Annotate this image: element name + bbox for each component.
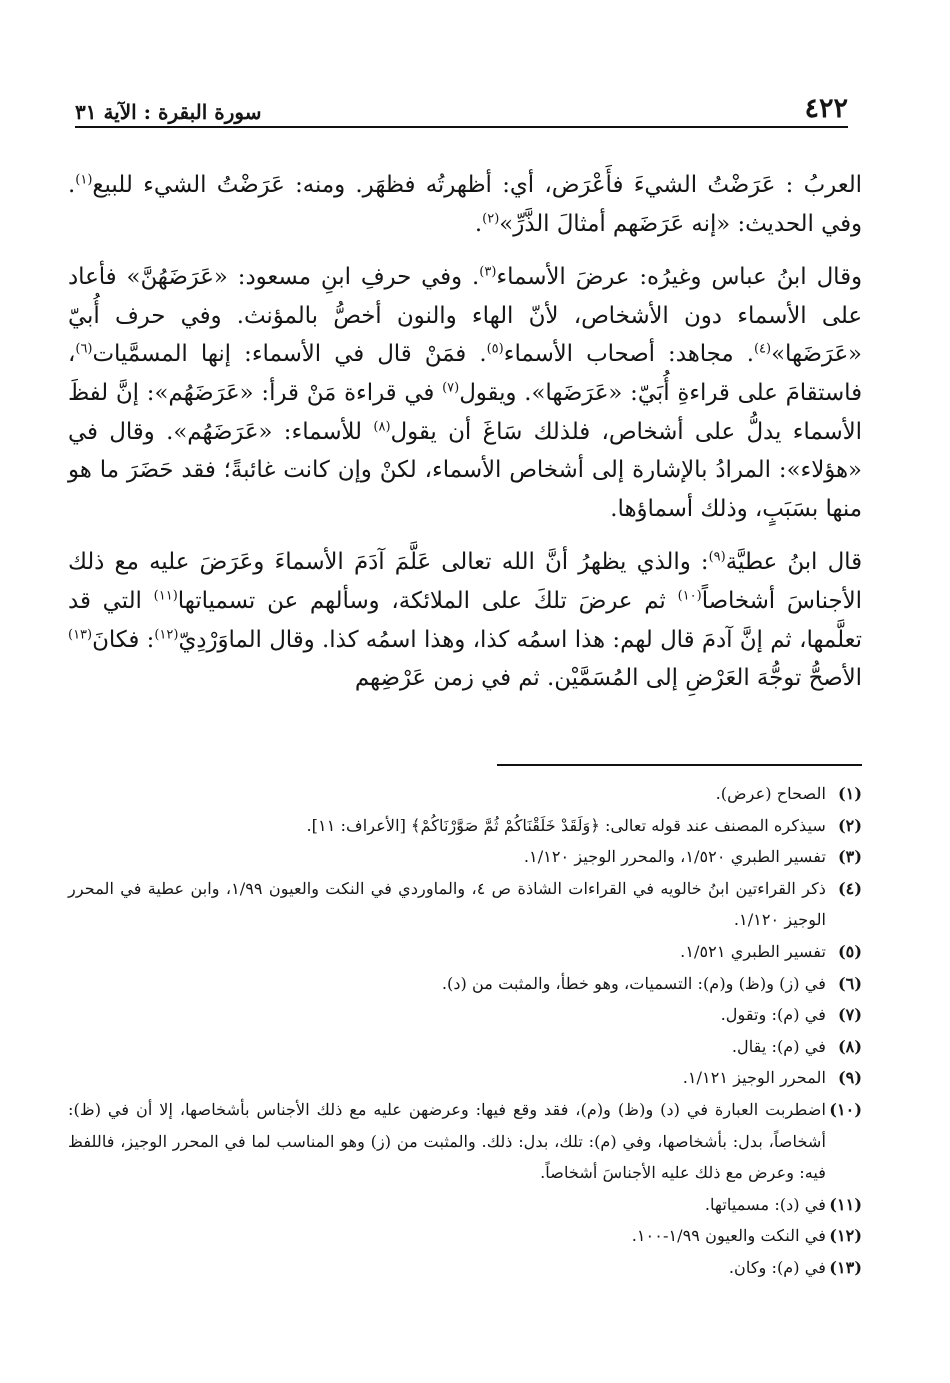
footnote-number: (١٣) — [829, 1257, 862, 1277]
footnote-text: في (م): يقال. — [731, 1036, 826, 1056]
footnote-reference: (٧) — [442, 380, 460, 396]
text-run: . فمَنْ قال في الأسماء: إنها المسمَّيات — [92, 341, 487, 368]
footnote-reference: (١٠) — [677, 588, 702, 604]
footnote — [68, 968, 862, 1000]
footnote-reference: (٥) — [486, 341, 504, 357]
footnote — [68, 1220, 862, 1252]
footnote — [68, 778, 862, 810]
footnote — [68, 1094, 862, 1189]
footnote-text: تفسير الطبري ١/٥٢١. — [680, 941, 826, 961]
text-run: للأسماء: «عَرَضَهُم». وقال في «هؤلاء»: المرادُ بالإشارة إلى أشخاص الأسماء، لكنْ وإن كانت غائبةً؛ فقد حَضَرَ ما هو منها بسَبَبٍ، وذلك أسماؤها. — [68, 418, 862, 522]
footnote-text: في (ز) و(ظ) و(م): التسميات، وهو خطأ، والمثبت من (د). — [441, 973, 826, 993]
footnote-text: في (د): مسمياتها. — [704, 1194, 826, 1214]
footnote-text: الصحاح (عرض). — [715, 784, 826, 803]
footnote-text: في النكت والعيون ١/٩٩-١٠٠. — [631, 1226, 826, 1246]
footnote-reference: (٦) — [75, 341, 93, 357]
footnote — [68, 1189, 862, 1221]
footnote — [68, 999, 862, 1031]
text-run: ثم عرضَ تلكَ على الملائكة، وسألهم عن تسمياتها — [177, 587, 678, 614]
footnote-text: في (م): وكان. — [728, 1257, 826, 1277]
footnote-reference: (٤) — [753, 341, 772, 357]
text-run: . مجاهد: أصحاب الأسماء — [503, 341, 754, 368]
page-header — [75, 84, 848, 128]
footnote-text: في (م): وتقول. — [720, 1005, 826, 1025]
text-run: . وفي حرفِ ابنِ مسعود: «عَرَضَهُنَّ» فأعاد على الأسماء دون الأشخاص، لأنّ الهاء والنون أخصُّ بالمؤنث. وفي حرف أُبيّ «عَرَضَها» — [68, 264, 862, 368]
footnote-number: (١) — [837, 784, 862, 803]
footnote — [68, 1252, 862, 1284]
footnote — [68, 841, 862, 873]
footnote-number: (١١) — [829, 1194, 862, 1214]
text-run: الأصحُّ توجُّهَ العَرْضِ إلى المُسَمَّيْن. ثم في زمن عَرْضِهم — [354, 665, 862, 692]
text-run: . وفي الحديث: «إنه عَرَضَهم أمثالَ الذَّرِّ» — [68, 172, 862, 237]
footnotes — [68, 778, 862, 1284]
footnote-reference: (٢) — [482, 211, 500, 226]
footnote-text: تفسير الطبري ١/٥٢٠، والمحرر الوجيز ١/١٢٠. — [523, 847, 826, 867]
text-run: ، فاستقامَ على قراءةِ أُبَيّ: «عَرَضَها». ويقول — [68, 341, 862, 406]
footnote — [68, 810, 862, 842]
footnote-number: (٢) — [837, 815, 862, 835]
footnote-reference: (١١) — [153, 588, 178, 604]
text-run: . — [474, 210, 483, 237]
footnote-reference: (١٢) — [154, 626, 179, 642]
footnote-number: (٩) — [837, 1068, 862, 1088]
text-run: وقال ابنُ عباس وغيرُه: عرضَ الأسماء — [496, 264, 862, 291]
text-run: : والذي يظهرُ أنَّ الله تعالى عَلَّمَ آدَمَ الأسماءَ وعَرَضَ عليه مع ذلك الأجناسَ أشخاصاً — [68, 549, 862, 614]
footnote-number: (٦) — [837, 973, 862, 993]
footnote-number: (١٠) — [829, 1099, 862, 1119]
footnote-number: (٧) — [837, 1005, 862, 1025]
footnote-separator — [497, 764, 862, 766]
footnote-number: (٨) — [837, 1036, 862, 1056]
text-run: في قراءة مَنْ قرأ: «عَرَضَهُم»: إنَّ لفظَ الأسماء يدلُّ على أشخاص، فلذلك سَاغَ أن يقول — [68, 379, 862, 445]
footnote-text: اضطربت العبارة في (د) و(ظ) و(م)، فقد وقع فيها: وعرضهن عليه مع ذلك الأجناس بأشخاصها، إلا أن في (ظ): أشخاصاً، بدل: بأشخاصها، وفي (م): تلك، بدل: ذلك. والمثبت من (ز) وهو المناسب لما في المحرر الوجيز، فاللفظ فيه: وعرض مع ذلك عليه الأجناسَ أشخاصاً. — [68, 1099, 826, 1183]
footnote-text: المحرر الوجيز ١/١٢١. — [682, 1068, 826, 1088]
footnote-text: سيذكره المصنف عند قوله تعالى: ﴿وَلَقَدْ خَلَقْنَاكُمْ ثُمَّ صَوَّرْنَاكُمْ﴾ [الأعراف: ١١]. — [306, 815, 826, 835]
footnote — [68, 936, 862, 968]
footnote — [68, 1031, 862, 1063]
text-run: التي قد تعلَّمها، ثم إنَّ آدمَ قال لهم: هذا اسمُه كذا، وهذا اسمُه كذا. وقال الماوَرْدِيّ — [68, 587, 862, 653]
page-number: ٤٢٢ — [804, 93, 848, 124]
footnote-number: (١٢) — [829, 1226, 862, 1246]
footnote-reference: (١٣) — [68, 626, 93, 642]
footnote-number: (٤) — [837, 878, 862, 898]
text-run: العربُ : عَرَضْتُ الشيءَ فأَعْرَض، أي: أظهرتُه فظهَر. ومنه: عَرَضْتُ الشيء للبيع — [92, 172, 862, 198]
footnote-reference: (٣) — [479, 264, 497, 280]
footnote-number: (٥) — [837, 941, 862, 961]
footnote-number: (٣) — [837, 847, 862, 867]
running-title: سورة البقرة : الآية ٣١ — [75, 100, 262, 124]
paragraph — [68, 543, 862, 697]
footnote-reference: (٨) — [373, 418, 391, 434]
main-text — [68, 166, 862, 713]
footnote-reference: (١) — [75, 172, 93, 188]
footnote — [68, 873, 862, 936]
text-run: : فكانَ — [92, 626, 155, 653]
paragraph — [68, 166, 862, 243]
footnote — [68, 1062, 862, 1094]
footnote-reference: (٩) — [708, 549, 726, 565]
paragraph — [68, 258, 862, 528]
text-run: قال ابنُ عطيَّة — [725, 549, 862, 576]
footnote-text: ذكر القراءتين ابنُ خالويه في القراءات الشاذة ص ٤، والماوردي في النكت والعيون ١/٩٩، وابن عطية في المحرر الوجيز ١/١٢٠. — [68, 878, 827, 930]
